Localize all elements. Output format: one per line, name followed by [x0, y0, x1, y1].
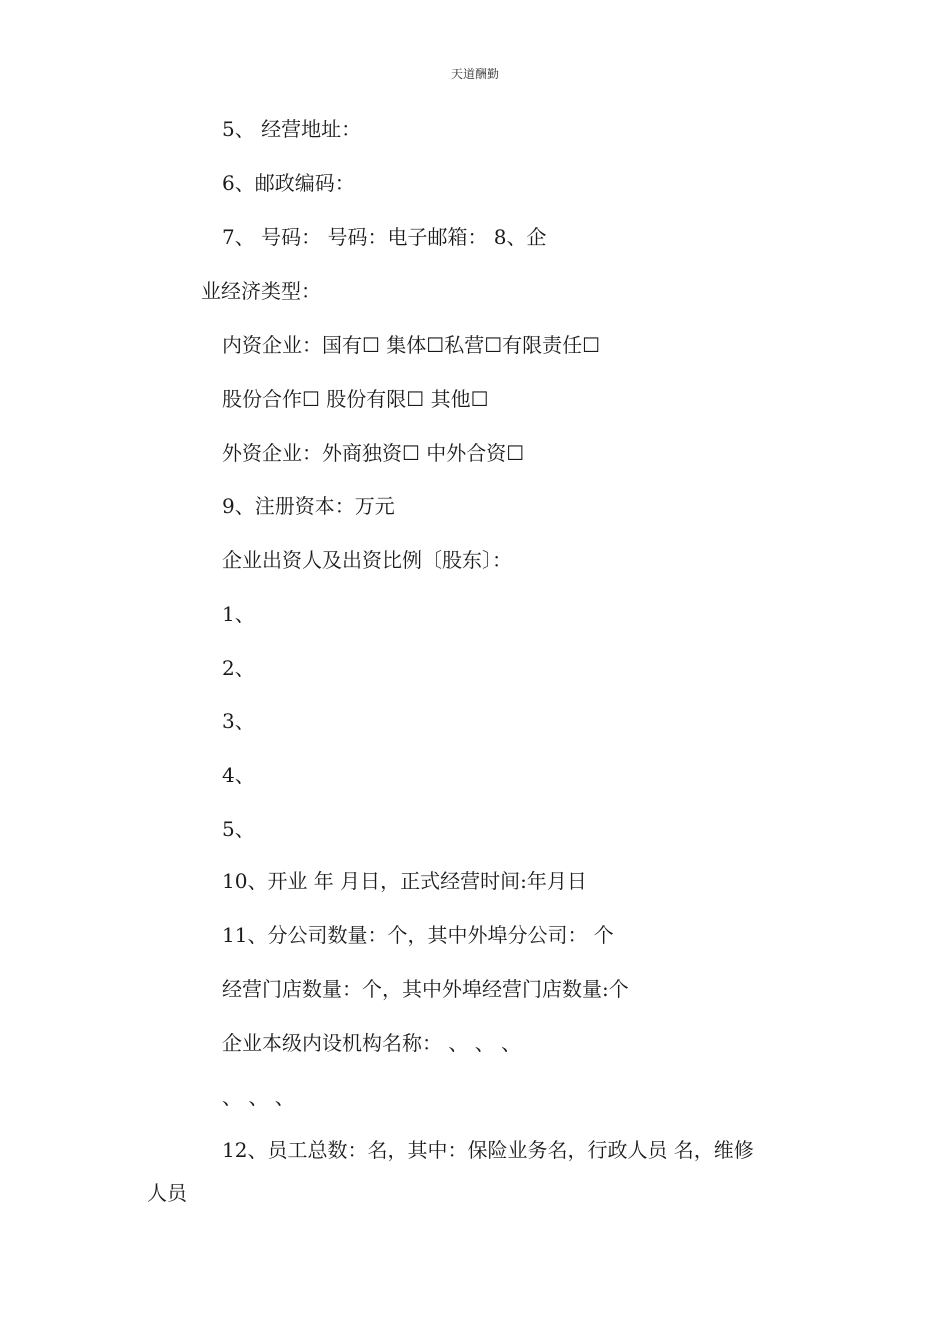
- store-count: 经营门店数量：个，其中外埠经营门店数量:个: [222, 977, 629, 1001]
- investor-item: 5、: [222, 817, 255, 841]
- item-5-business-address: 5、 经营地址：: [222, 117, 362, 141]
- foreign-enterprise-options: 外资企业：外商独资☐ 中外合资☐: [222, 441, 525, 465]
- internal-departments: 企业本级内设机构名称： 、 、 、: [222, 1031, 522, 1055]
- investor-item: 3、: [222, 709, 255, 733]
- investor-item: 2、: [222, 656, 255, 680]
- investor-item: 1、: [222, 602, 255, 626]
- item-9-registered-capital: 9、注册资本：万元: [222, 494, 395, 518]
- investor-item: 4、: [222, 763, 255, 787]
- item-12-employee-count-cont: 人员: [147, 1181, 187, 1205]
- item-7-phone-email: 7、 号码： 号码：电子邮箱： 8、企: [222, 225, 547, 249]
- internal-departments-cont: 、 、 、: [222, 1085, 295, 1109]
- item-6-postal-code: 6、邮政编码：: [222, 171, 355, 195]
- domestic-enterprise-options: 内资企业：国有☐ 集体☐私营☐有限责任☐: [222, 333, 601, 357]
- investors-heading: 企业出资人及出资比例〔股东〕：: [222, 548, 512, 572]
- shareholding-options: 股份合作☐ 股份有限☐ 其他☐: [222, 387, 489, 411]
- item-8-economic-type-cont: 业经济类型：: [201, 279, 321, 303]
- item-10-opening-date: 10、开业 年 月日，正式经营时间:年月日: [222, 869, 587, 893]
- page-header: 天道酬勤: [450, 67, 499, 81]
- item-12-employee-count: 12、员工总数：名，其中：保险业务名，行政人员 名，维修: [222, 1138, 754, 1162]
- item-11-branch-count: 11、分公司数量：个，其中外埠分公司： 个: [222, 923, 614, 947]
